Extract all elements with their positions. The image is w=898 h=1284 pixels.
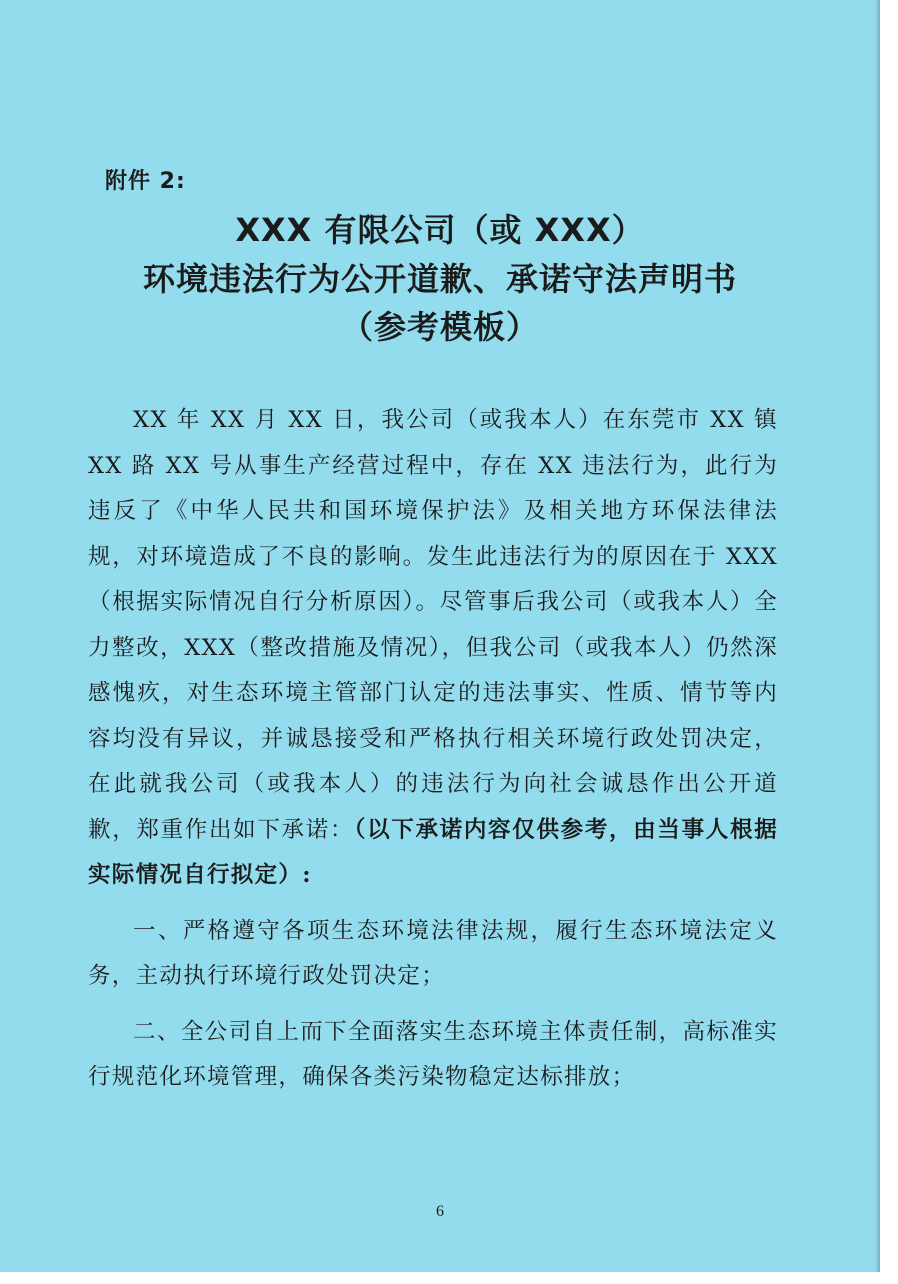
document-body: [88, 398, 778, 1101]
title-line-3: （参考模板）: [340, 308, 539, 346]
attachment-label: 附件 2:: [105, 169, 186, 194]
paragraph-1-note: （以下承诺内容仅供参考，由当事人根据实际情况自行拟定）:: [88, 816, 778, 888]
paragraph-1-main: XX 年 XX 月 XX 日，我公司（或我本人）在东莞市 XX 镇 XX 路 XX 号从事生产经营过程中，存在 XX 违法行为，此行为违反了《中华人民共和国环境保护法》及相关地方环保法律法规，对环境造成了不良的影响。发生此违法行为的原因在于 XXX（根据实际情况自行分析原因）。尽管事后我公司（或我本人）全力整改，XXX（整改措施及情况），但我公司（或我本人）仍然深感愧疚，对生态环境主管部门认定的违法事实、性质、情节等内容均没有异议，并诚恳接受和严格执行相关环境行政处罚决定，在此就我公司（或我本人）的违法行为向社会诚恳作出公开道歉，郑重作出如下承诺：: [88, 407, 778, 843]
title-line-1: XXX 有限公司（或 XXX）: [235, 211, 645, 249]
page-number: 6: [436, 1203, 444, 1220]
paragraph-1: [88, 398, 778, 899]
paragraph-3: 二、全公司自上而下全面落实生态环境主体责任制，高标准实行规范化环境管理，确保各类污染物稳定达标排放；: [88, 1018, 778, 1090]
paragraph-2: 一、严格遵守各项生态环境法律法规，履行生态环境法定义务，主动执行环境行政处罚决定；: [88, 917, 778, 989]
title-line-2: 环境违法行为公开道歉、承诺守法声明书: [142, 260, 737, 298]
